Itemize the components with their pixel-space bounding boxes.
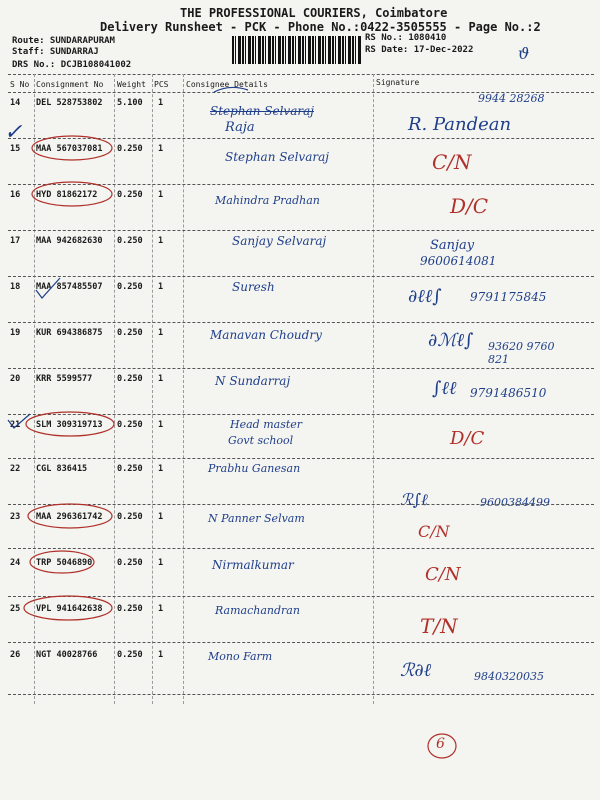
row-weight: 0.250 — [117, 650, 143, 660]
row-pcs: 1 — [158, 190, 164, 200]
check-mark-icon — [36, 278, 60, 298]
row-weight: 0.250 — [117, 190, 143, 200]
row-sno: 22 — [10, 464, 21, 474]
row-sno: 14 — [10, 98, 21, 108]
row-weight: 0.250 — [117, 464, 143, 474]
signature-scribble-icon: ∂ℓℓ∫ — [408, 286, 442, 307]
row-signature: Sanjay — [430, 238, 475, 253]
row-phone: 9791486510 — [470, 386, 547, 400]
signature-scribble-icon: ∂ℳℓ∫ — [428, 330, 474, 351]
row-consignee: N Panner Selvam — [208, 512, 305, 525]
row-sno: 15 — [10, 144, 21, 154]
row-consignee: Mahindra Pradhan — [215, 194, 320, 207]
row-consignee: Stephan Selvaraj — [210, 104, 314, 118]
row-consignment: DEL 528753802 — [36, 98, 103, 108]
row-consignee: Nirmalkumar — [212, 558, 294, 572]
row-weight: 0.250 — [117, 420, 143, 430]
row-consignment: MAA 296361742 — [36, 512, 103, 522]
row-weight: 0.250 — [117, 512, 143, 522]
row-signature: T/N — [420, 614, 458, 638]
row-consignment: KUR 694386875 — [36, 328, 103, 338]
signature-scribble-icon: ℛ∂ℓ — [400, 660, 432, 681]
row-weight: 5.100 — [117, 98, 143, 108]
row-sno: 17 — [10, 236, 21, 246]
row-signature: C/N — [432, 150, 472, 174]
col-consignment: Consignment No — [36, 80, 104, 89]
row-phone: 93620 9760 821 — [488, 340, 555, 366]
signature-scribble-icon: ℛ∫ℓ — [400, 490, 428, 509]
row-consignee: Suresh — [232, 280, 275, 294]
row-consignee: Mono Farm — [208, 650, 273, 663]
check-mark-icon: ✓ — [4, 120, 23, 145]
row-sno: 21 — [10, 420, 21, 430]
row-signature: C/N — [425, 564, 461, 585]
row-consignee: Prabhu Ganesan — [208, 462, 301, 475]
row-sno: 19 — [10, 328, 21, 338]
row-pcs: 1 — [158, 328, 164, 338]
row-consignment: SLM 309319713 — [36, 420, 103, 430]
row-sno: 25 — [10, 604, 21, 614]
row-consignee-alt: Raja — [225, 120, 255, 135]
staff-label: Staff: SUNDARRAJ — [12, 47, 99, 57]
row-consignment: KRR 5599577 — [36, 374, 93, 384]
row-sno: 16 — [10, 190, 21, 200]
row-consignee: Manavan Choudry — [210, 328, 322, 342]
row-consignment: MAA 857485507 — [36, 282, 103, 292]
row-pcs: 1 — [158, 374, 164, 384]
row-pcs: 1 — [158, 604, 164, 614]
check-mark-icon — [214, 87, 248, 92]
page-mark: 6 — [436, 736, 445, 752]
row-phone: 9600384499 — [480, 496, 550, 509]
row-phone: 9944 28268 — [478, 92, 545, 105]
col-consignee: Consignee Details — [186, 80, 268, 89]
row-pcs: 1 — [158, 464, 164, 474]
row-sno: 26 — [10, 650, 21, 660]
row-consignee-alt: Govt school — [228, 434, 294, 447]
row-weight: 0.250 — [117, 374, 143, 384]
row-phone: 9600614081 — [420, 254, 497, 268]
row-consignee: Stephan Selvaraj — [225, 150, 329, 164]
row-phone: 9840320035 — [474, 670, 544, 683]
consignment-oval — [30, 551, 94, 573]
row-phone: 9791175845 — [470, 290, 547, 304]
row-pcs: 1 — [158, 144, 164, 154]
row-consignment: TRP 5046890 — [36, 558, 93, 568]
row-pcs: 1 — [158, 282, 164, 292]
consignment-oval — [28, 504, 112, 528]
row-pcs: 1 — [158, 420, 164, 430]
col-sno: S No — [10, 80, 30, 89]
row-consignment: NGT 40028766 — [36, 650, 98, 660]
row-consignee: Ramachandran — [215, 604, 300, 617]
row-pcs: 1 — [158, 558, 164, 568]
consignment-oval — [32, 136, 112, 160]
row-sno: 18 — [10, 282, 21, 292]
row-weight: 0.250 — [117, 282, 143, 292]
row-consignment: CGL 836415 — [36, 464, 88, 474]
row-signature: C/N — [418, 522, 450, 541]
row-weight: 0.250 — [117, 328, 143, 338]
row-consignment: VPL 941642638 — [36, 604, 103, 614]
row-signature: D/C — [450, 428, 485, 449]
consignment-oval — [26, 412, 114, 436]
row-consignment: HYD 81862172 — [36, 190, 98, 200]
row-consignee: Sanjay Selvaraj — [232, 234, 327, 248]
drs-label: DRS No.: DCJB108041002 — [12, 60, 132, 70]
route-label: Route: SUNDARAPURAM — [12, 36, 115, 46]
row-signature: R. Pandean — [408, 114, 512, 135]
row-weight: 0.250 — [117, 144, 143, 154]
runsheet-title: Delivery Runsheet - PCK - Phone No.:0422-3505555 - Page No.:2 — [100, 20, 541, 34]
row-signature: D/C — [450, 194, 489, 218]
col-signature: Signature — [376, 78, 420, 87]
row-weight: 0.250 — [117, 604, 143, 614]
row-consignee: Head master — [230, 418, 303, 431]
signature-scribble-icon: ∫ℓℓ — [432, 378, 457, 399]
row-consignment: MAA 942682630 — [36, 236, 103, 246]
row-consignee: N Sundarraj — [215, 374, 291, 388]
row-sno: 23 — [10, 512, 21, 522]
company-title: THE PROFESSIONAL COURIERS, Coimbatore — [180, 6, 448, 20]
row-sno: 20 — [10, 374, 21, 384]
consignment-oval — [24, 596, 112, 620]
row-pcs: 1 — [158, 236, 164, 246]
check-mark-icon: ϑ — [518, 44, 530, 63]
rs-date: RS Date: 17-Dec-2022 — [365, 45, 474, 55]
row-weight: 0.250 — [117, 558, 143, 568]
row-pcs: 1 — [158, 512, 164, 522]
row-consignment: MAA 567037081 — [36, 144, 103, 154]
consignment-oval — [32, 182, 112, 206]
col-pcs: PCS — [154, 80, 169, 89]
row-weight: 0.250 — [117, 236, 143, 246]
row-pcs: 1 — [158, 650, 164, 660]
row-pcs: 1 — [158, 98, 164, 108]
col-weight: Weight — [117, 80, 146, 89]
row-sno: 24 — [10, 558, 21, 568]
rs-number: RS No.: 1080410 — [365, 33, 447, 43]
